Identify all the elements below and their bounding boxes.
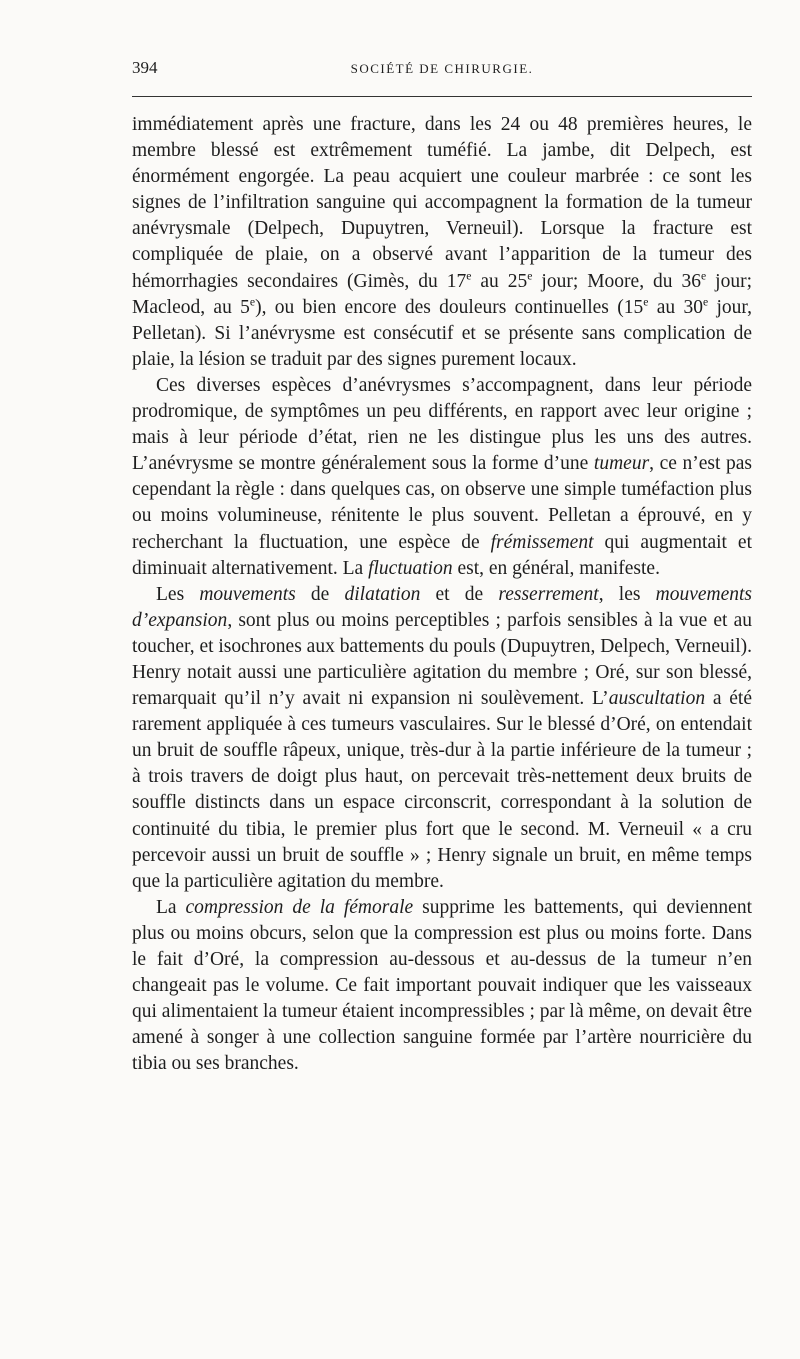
text-run: jour; Moore, du 36 xyxy=(532,270,702,292)
ordinal-superscript: e xyxy=(643,295,649,309)
text-run: jour; Macleod, au 5 xyxy=(132,270,752,318)
text-run: qui augmentait et diminuait alternativement. La xyxy=(132,531,752,579)
ordinal-superscript: e xyxy=(466,269,472,283)
paragraph xyxy=(132,582,752,895)
ordinal-superscript: e xyxy=(527,269,533,283)
body-text xyxy=(132,112,752,1077)
paragraph xyxy=(132,112,752,373)
text-run: Ces diverses espèces d’anévrysmes s’accompagnent, dans leur période prodromique, de symptômes un peu différents, en rapport avec leur origine ; mais à leur période d’état, rien ne les distingue plus les uns des autres. L’anévrysme se montre généralement sous la forme d’une xyxy=(132,374,752,475)
page-header xyxy=(132,58,752,84)
ordinal-superscript: e xyxy=(249,295,256,309)
text-run: ), ou bien encore des douleurs continuelles (15 xyxy=(255,296,644,318)
italic-term: resserrement xyxy=(498,583,599,605)
text-run: , sont plus ou moins perceptibles ; parfois sensibles à la vue et au toucher, et isochrones aux battements du pouls (Dupuytren, Delpech, Verneuil). Henry notait aussi une particulière agitation du membre ; Oré, sur son blessé, remarquait qu’il n’y avait ni expansion ni soulèvement. L’ xyxy=(132,609,752,710)
italic-term: dilatation xyxy=(344,583,421,605)
text-run: jour, Pelletan). Si l’anévrysme est consécutif et se présente sans complication de plaie, la lésion se traduit par des signes purement locaux. xyxy=(132,296,752,370)
text-run: supprime les battements, qui deviennent plus ou moins obcurs, selon que la compression est plus ou moins forte. Dans le fait d’Oré, la compression au-dessous et au-dessus de la tumeur n’en changeait pas le volume. Ce fait important pouvait indiquer que les vaisseaux qui alimentaient la tumeur étaient incompressibles ; par là même, on devait être amené à songer à une collection sanguine formée par l’artère nourricière du tibia ou ses branches. xyxy=(132,896,752,1075)
text-run: au 30 xyxy=(648,296,703,318)
italic-term: mouvements d’expansion xyxy=(132,583,753,631)
paragraph xyxy=(132,895,752,1078)
page-number: 394 xyxy=(132,58,158,77)
italic-term: tumeur xyxy=(593,453,650,475)
text-run: de xyxy=(295,583,345,605)
text-run: est, en général, manifeste. xyxy=(452,557,660,579)
book-page xyxy=(132,58,753,1075)
text-run: , les xyxy=(598,583,656,605)
text-run: a été rarement appliquée à ces tumeurs vasculaires. Sur le blessé d’Oré, on entendait un bruit de souffle râpeux, unique, très-dur à la partie inférieure de la tumeur ; à trois travers de doigt plus haut, on percevait très-nettement deux bruits de souffle distincts dans un espace circonscrit, correspondant à la solution de continuité du tibia, le premier plus fort que le second. M. Verneuil « a cru percevoir aussi un bruit de souffle » ; Henry signale un bruit, en même temps que la particulière agitation du membre. xyxy=(132,688,753,892)
ordinal-superscript: e xyxy=(702,295,709,309)
text-run: et de xyxy=(420,583,499,605)
italic-term: frémissement xyxy=(490,531,594,553)
ordinal-superscript: e xyxy=(701,269,707,283)
header-rule xyxy=(132,96,752,97)
italic-term: compression de la fémorale xyxy=(185,896,414,918)
italic-term: mouvements xyxy=(199,583,296,605)
text-run: , ce n’est pas cependant la règle : dans quelques cas, on observe une simple tuméfaction plus ou moins volumineuse, rénitente le plus souvent. Pelletan a éprouvé, en y recherchant la fluctuation, une espèce de xyxy=(132,453,752,553)
text-run: La xyxy=(156,896,186,918)
text-run: immédiatement après une fracture, dans les 24 ou 48 premières heures, le membre blessé est extrêmement tuméfié. La jambe, dit Delpech, est énormément engorgée. La peau acquiert une couleur marbrée : ce sont les signes de l’infiltration sanguine qui accompagnent la formation de la tumeur anévrysmale (Delpech, Dupuytren, Verneuil). Lorsque la fracture est compliquée de plaie, on a observé avant l’apparition de la tumeur des hémorrhagies secondaires (Gimès, du 17 xyxy=(132,114,752,292)
paragraph xyxy=(132,373,752,582)
running-title: SOCIÉTÉ DE CHIRURGIE. xyxy=(350,61,534,76)
text-run: Les xyxy=(156,583,200,605)
italic-term: auscultation xyxy=(608,688,706,710)
italic-term: fluctuation xyxy=(368,557,453,579)
text-run: au 25 xyxy=(471,270,528,292)
